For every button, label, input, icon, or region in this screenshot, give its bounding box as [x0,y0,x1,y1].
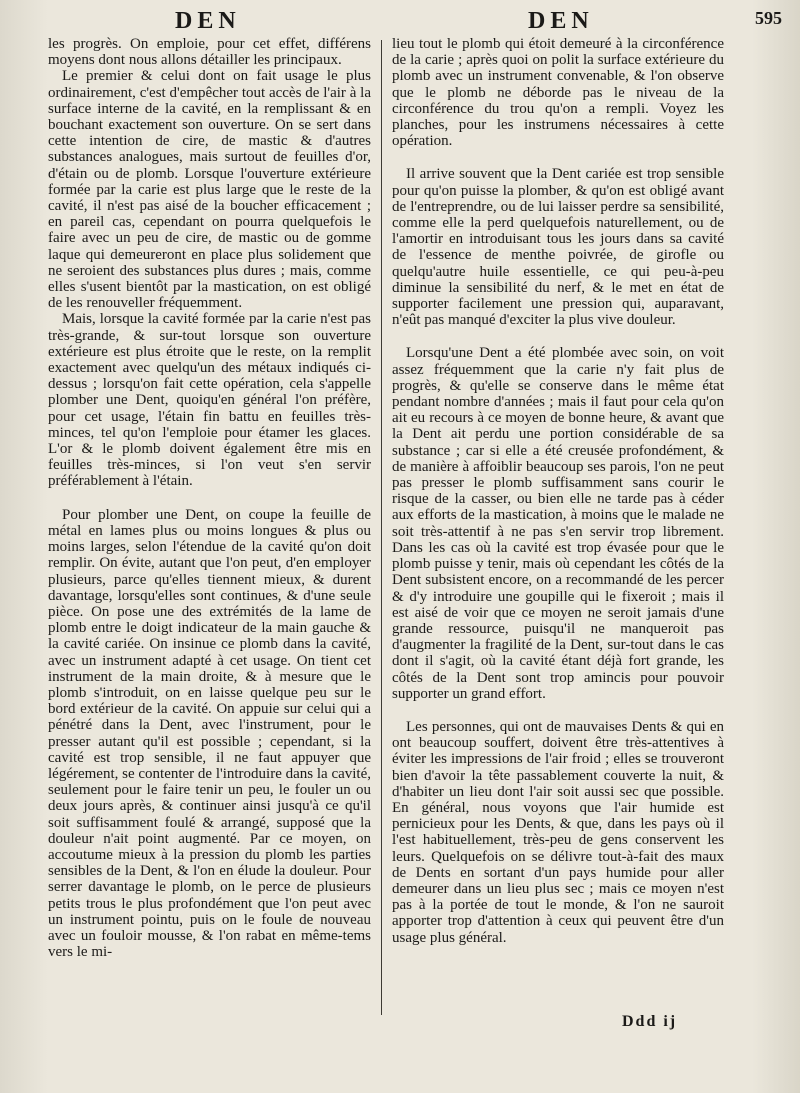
running-head [0,8,800,38]
paragraph: Il arrive souvent que la Dent cariée est trop sensible pour qu'on puisse la plomber, & qu'on est obligé avant de l'entreprendre, ou de lui laisser perdre sa sensibilité, comme elle la perd quelquefois naturellement, ou de l'amortir en introduisant tous les jours dans sa cavité de l'essence de menthe poivrée, de girofle ou quelqu'autre huile essentielle, ce qui peu-à-peu diminue la sensibilité du nerf, & le met en état de supporter facilement une pression qui, auparavant, n'eût pas manqué d'exciter la plus vive douleur. [392,166,724,329]
paragraph: Pour plomber une Dent, on coupe la feuille de métal en lames plus ou moins longues & plus ou moins larges, selon l'étendue de la cavité qu'on doit remplir. On évite, autant que l'on peut, d'en employer plusieurs, parce qu'elles tiennent mieux, & durent davantage, lorsqu'elles sont continues, & d'une seule pièce. On pose une des extrémités de la lame de plomb entre le doigt indicateur de la main gauche & la cavité cariée. On insinue ce plomb dans la cavité, avec un instrument adapté à cet usage. On tient cet instrument de la main droite, & à mesure que le plomb s'introduit, on en laisse quelque peu sur le bord extérieur de la cavité. On appuie sur celui qui a pénétré dans la Dent, avec l'instrument, pour le presser autant qu'il est possible ; cependant, si la cavité est trop sensible, il ne faut appuyer que légérement, se contenter de l'introduire dans la cavité, seulement pour le faire tenir un peu, le fouler un ou deux jours après, & continuer ainsi jusqu'à ce qu'il soit suffisamment foulé & arrangé, supposé que la douleur n'ait point augmenté. Par ce moyen, on accoutume mieux à la pression du plomb les parties sensibles de la Dent, & l'on en élude la douleur. Pour serrer davantage le plomb, on le perce de plusieurs petits trous le plus profondément que l'on peut avec un instrument pointu, puis on le foule de nouveau avec un fouloir mousse, & l'on rabat en même-tems vers le mi- [48,506,371,961]
paragraph: Mais, lorsque la cavité formée par la carie n'est pas très-grande, & sur-tout lorsque son ouverture extérieure est plus étroite que le reste, on la remplit exactement avec quelqu'un des métaux indiqués ci-dessus ; lorsqu'on fait cette opération, cela s'appelle plomber une Dent, quoiqu'en général l'on préfère, pour cet usage, l'étain fin battu en feuilles très-minces, tel qu'on l'emploie pour étamer les glaces. L'or & le plomb doivent également être mis en feuilles très-minces, si l'on veut s'en servir préférablement à l'étain. [48,311,371,490]
paragraph: lieu tout le plomb qui étoit demeuré à la circonférence de la carie ; après quoi on polit la surface extérieure du plomb avec un instrument convenable, & l'on observe que le plomb ne déborde pas le niveau de la circonférence du trou qu'on a rempli. Voyez les planches, pour les instrumens nécessaires à cette opération. [392,36,724,150]
right-running-title: DEN [528,8,594,34]
paragraph: Lorsqu'une Dent a été plombée avec soin, on voit assez fréquemment que la carie n'y fait plus de progrès, & qu'elle se conserve dans le même état pendant nombre d'années ; mais il faut pour cela qu'on ait eu recours à ce moyen de bonne heure, & avant que la Dent ait perdu une portion considérable de sa substance ; car si elle a été creusée profondément, & de manière à affoiblir beaucoup ses parois, l'on ne peut pas presser le plomb suffisamment sans courir le risque de la casser, ou bien elle ne tarde pas à céder aux efforts de la mastication, à moins que le malade ne soit très-attentif à ne pas s'en servir trop librement. Dans les cas où la cavité est trop évasée pour que le plomb puisse y tenir, mais où cependant les côtés de la Dent subsistent encore, on a recommandé de les percer & d'y introduire une goupille qui le fixeroit ; mais il est aisé de voir que ce moyen ne seroit jamais d'une grande ressource, puisqu'il ne manqueroit pas d'augmenter la fragilité de la Dent, sur-tout dans le cas dont il s'agit, où la cavité étant déjà fort grande, les côtés de la Dent sont trop amincis pour pouvoir supporter un grand effort. [392,345,724,702]
left-running-title: DEN [175,8,241,34]
left-column [48,36,371,960]
signature-mark: Ddd ij [622,1013,678,1030]
page-number: 595 [755,8,782,28]
paragraph: Le premier & celui dont on fait usage le plus ordinairement, c'est d'empêcher tout accès de l'air à la surface interne de la cavité, en la remplissant & en bouchant exactement son ouverture. On se sert dans cette intention de cire, de mastic & d'autres substances analogues, mais surtout de feuilles d'or, d'étain ou de plomb. Lorsque l'ouverture extérieure formée par la carie est plus large que le reste de la cavité, il n'est pas aisé de la boucher efficacement ; en pareil cas, cependant on pourra quelquefois le faire avec un peu de cire, de mastic ou de gomme laque qui demeureront en place plus solidement que ne seroient des substances plus dures ; mais, comme elles s'usent bientôt par la mastication, on est obligé de les renouveller fréquemment. [48,68,371,312]
paragraph: les progrès. On emploie, pour cet effet, différens moyens dont nous allons détailler les principaux. [48,36,371,69]
right-column [392,36,724,946]
paragraph: Les personnes, qui ont de mauvaises Dents & qui en ont beaucoup souffert, doivent être très-attentives à éviter les impressions de l'air froid ; elles se trouveront bien d'avoir la tête passablement couverte la nuit, & d'habiter un lieu dont l'air soit aussi sec que possible. En général, nous voyons que l'air humide est pernicieux pour les Dents, & que, dans les pays où il l'est habituellement, très-peu de gens conservent les leurs. Quelquefois on se délivre tout-à-fait des maux de Dents en sortant d'un pays humide pour aller demeurer dans un lieu plus sec ; mais ce moyen n'est pas à la portée de tout le monde, & l'on ne sauroit apporter trop d'attention à ceux qui peuvent être d'un usage plus général. [392,718,724,946]
column-divider [381,40,382,1015]
